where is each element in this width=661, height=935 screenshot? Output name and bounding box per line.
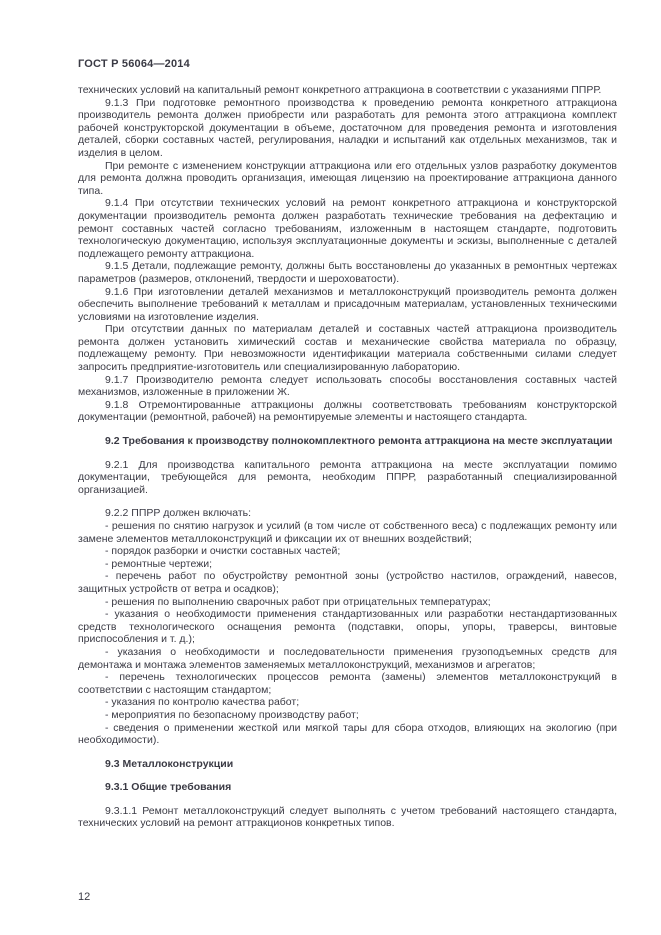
- paragraph: 9.1.8 Отремонтированные аттракционы должны соответствовать требованиям конструкторской документации (ремонтной, рабочей) на ремонтируемые элементы и настоящего стандарта.: [78, 398, 617, 424]
- paragraph: 9.1.3 При подготовке ремонтного производства к проведению ремонта конкретного аттракциона производитель ремонта должен приобрести или разработать для ремонта этого аттракциона комплект рабочей конструкторской документации в объеме, достаточном для проведения ремонта и изготовления деталей, сборки составных частей, регулирования, наладки и испытаний как отдельных механизмов, так и изделия в целом.: [78, 96, 617, 159]
- list-item: - порядок разборки и очистки составных частей;: [105, 545, 341, 558]
- list-item: - решения по выполнению сварочных работ при отрицательных температурах;: [105, 595, 491, 608]
- paragraph: 9.1.6 При изготовлении деталей механизмов и металлоконструкций производитель ремонта должен обеспечить выполнение требований к металлам и присадочным материалам, установленных техническими условиями на изготовление изделия.: [78, 285, 617, 323]
- list-item: - ремонтные чертежи;: [105, 557, 212, 570]
- list-item: - перечень технологических процессов ремонта (замены) элементов металлоконструкций в соответствии с настоящим стандартом;: [78, 671, 617, 696]
- document-title: ГОСТ Р 56064—2014: [78, 58, 190, 70]
- list-item: - указания о необходимости применения стандартизованных или разработки нестандартизованных средств технологического оснащения ремонта (подставки, опоры, упоры, траверсы, винтовые приспособления и т. д.);: [78, 608, 617, 646]
- list-item: - указания о необходимости и последовательности применения грузоподъемных средств для демонтажа и монтажа элементов заменяемых металлоконструкций, механизмов и агрегатов;: [78, 645, 617, 671]
- list-item: - указания по контролю качества работ;: [105, 696, 300, 709]
- paragraph: 9.1.7 Производителю ремонта следует использовать способы восстановления составных частей механизмов, изложенные в приложении Ж.: [78, 373, 617, 399]
- document-body: [78, 84, 617, 830]
- section-heading: 9.2 Требования к производству полнокомплектного ремонта аттракциона на месте эксплуатации: [105, 435, 613, 448]
- list-item: - сведения о применении жесткой или мягкой тары для сбора отходов, влияющих на экологию (при необходимости).: [78, 721, 617, 747]
- paragraph: технических условий на капитальный ремонт конкретного аттракциона в соответствии с указаниями ППРР.: [78, 84, 602, 96]
- list-item: - мероприятия по безопасному производству работ;: [105, 708, 359, 721]
- paragraph: 9.2.1 Для производства капитального ремонта аттракциона на месте эксплуатации помимо документации, требующейся для ремонта, необходим ППРР, разработанный специализированной организацией.: [78, 458, 617, 496]
- paragraph: При ремонте с изменением конструкции аттракциона или его отдельных узлов разработку документов для ремонта должна проводить организация, имеющая лицензию на проектирование аттракциона данного типа.: [78, 159, 617, 197]
- section-heading: 9.3.1 Общие требования: [105, 781, 232, 794]
- page-number: 12: [78, 891, 91, 903]
- paragraph: 9.1.5 Детали, подлежащие ремонту, должны быть восстановлены до указанных в ремонтных чертежах параметров (размеров, отклонений, твердости и шероховатости).: [78, 260, 617, 285]
- section-heading: 9.3 Металлоконструкции: [105, 757, 234, 770]
- list-item: - перечень работ по обустройству ремонтной зоны (устройство настилов, ограждений, навесов, защитных устройств от ветра и осадков);: [78, 570, 617, 595]
- paragraph: При отсутствии данных по материалам деталей и составных частей аттракциона производитель ремонта должен установить химический состав и механические свойства материала по образцу, подлежащему ремонту. При невозможности идентификации материала собственными силами следует запросить предприятие-изготовитель или специализированную лабораторию.: [78, 323, 617, 374]
- paragraph: 9.3.1.1 Ремонт металлоконструкций следует выполнять с учетом требований настоящего стандарта, технических условий на ремонт аттракционов конкретных типов.: [78, 804, 617, 830]
- paragraph: 9.1.4 При отсутствии технических условий на ремонт конкретного аттракциона и конструкторской документации производитель ремонта должен разработать технические требования на дефектацию и ремонт составных частей согласно требованиям, изложенным в настоящем стандарте, подготовить технологическую документацию, используя эксплуатационные документы и эскизы, выполненные с деталей подлежащего ремонту аттракциона.: [78, 197, 617, 260]
- list-item: - решения по снятию нагрузок и усилий (в том числе от собственного веса) с подлежащих ремонту или замене элементов металлоконструкций и фиксации их от внешних воздействий;: [78, 520, 617, 545]
- paragraph: 9.2.2 ППРР должен включать:: [105, 507, 252, 520]
